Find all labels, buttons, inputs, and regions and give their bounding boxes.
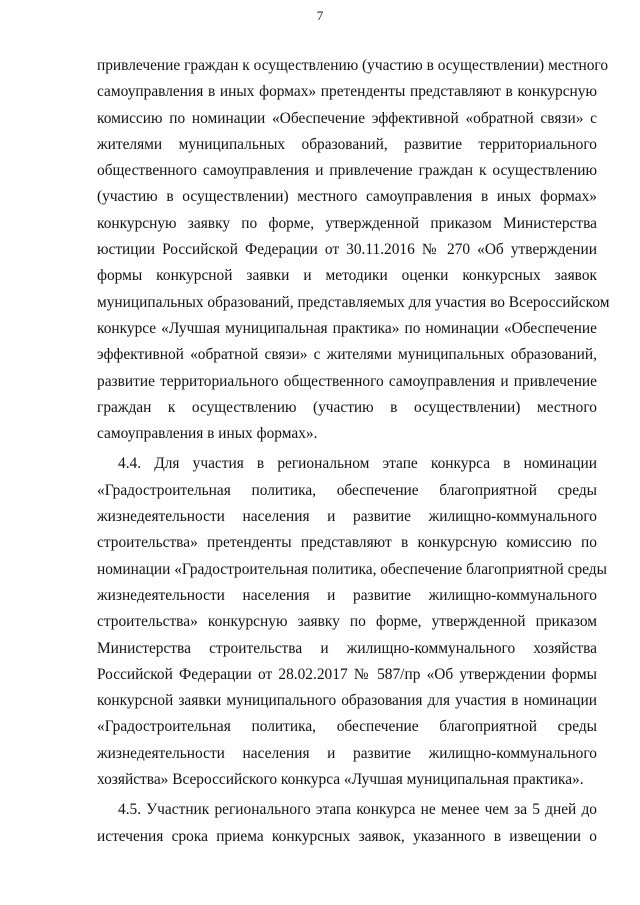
text-line: жизнедеятельности населения и развитие жилищно-коммунального xyxy=(97,744,597,762)
text-line: самоуправления в иных формах» претенденты представляют в конкурсную xyxy=(97,83,597,101)
text-line: Российской Федерации от 28.02.2017 № 587/пр «Об утверждении формы xyxy=(97,665,597,683)
text-line: (участию в осуществлении) местного самоуправления в иных формах» xyxy=(97,188,597,206)
text-line: комиссию по номинации «Обеспечение эффективной «обратной связи» с xyxy=(97,109,597,127)
text-line: строительства» претенденты представляют в конкурсную комиссию по xyxy=(97,534,597,552)
text-line: конкурсной заявки муниципального образования для участия в номинации xyxy=(97,692,597,710)
text-line: Министерства строительства и жилищно-коммунального хозяйства xyxy=(97,639,597,657)
text-line: жизнедеятельности населения и развитие жилищно-коммунального xyxy=(97,508,597,526)
text-line: муниципальных образований, представляемых для участия во Всероссийском xyxy=(97,293,610,311)
paragraph-continuation xyxy=(97,53,610,447)
text-line: конкурсную заявку по форме, утвержденной приказом Министерства xyxy=(97,214,597,232)
text-line: номинации «Градостроительная политика, обеспечение благоприятной среды xyxy=(97,560,607,578)
text-line: истечения срока приема конкурсных заявок, указанного в извещении о xyxy=(97,827,597,845)
document-body xyxy=(97,53,610,850)
text-line: хозяйства» Всероссийского конкурса «Лучшая муниципальная практика». xyxy=(97,771,584,789)
text-line: эффективной «обратной связи» с жителями муниципальных образований, xyxy=(97,346,597,364)
paragraph-4-4 xyxy=(97,451,607,793)
text-line: общественного самоуправления и привлечение граждан к осуществлению xyxy=(97,162,597,180)
text-line: 4.5. Участник регионального этапа конкурса не менее чем за 5 дней до xyxy=(118,801,597,819)
text-line: самоуправления в иных формах». xyxy=(97,425,318,443)
paragraph-4-5 xyxy=(97,797,597,850)
text-line: «Градостроительная политика, обеспечение благоприятной среды xyxy=(97,718,597,736)
text-line: строительства» конкурсную заявку по форме, утвержденной приказом xyxy=(97,613,597,631)
text-line: развитие территориального общественного самоуправления и привлечение xyxy=(97,372,597,390)
text-line: конкурсе «Лучшая муниципальная практика» по номинации «Обеспечение xyxy=(97,319,597,337)
text-line: формы конкурсной заявки и методики оценки конкурсных заявок xyxy=(97,267,597,285)
text-line: «Градостроительная политика, обеспечение благоприятной среды xyxy=(97,481,597,499)
page-number: 7 xyxy=(316,8,324,23)
text-line: юстиции Российской Федерации от 30.11.2016 № 270 «Об утверждении xyxy=(97,241,597,259)
text-line: привлечение граждан к осуществлению (участию в осуществлении) местного xyxy=(97,57,609,74)
text-line: жителями муниципальных образований, развитие территориального xyxy=(97,135,597,153)
text-line: жизнедеятельности населения и развитие жилищно-коммунального xyxy=(97,586,597,604)
text-line: 4.4. Для участия в региональном этапе конкурса в номинации xyxy=(118,455,597,473)
text-line: граждан к осуществлению (участию в осуществлении) местного xyxy=(97,398,597,416)
